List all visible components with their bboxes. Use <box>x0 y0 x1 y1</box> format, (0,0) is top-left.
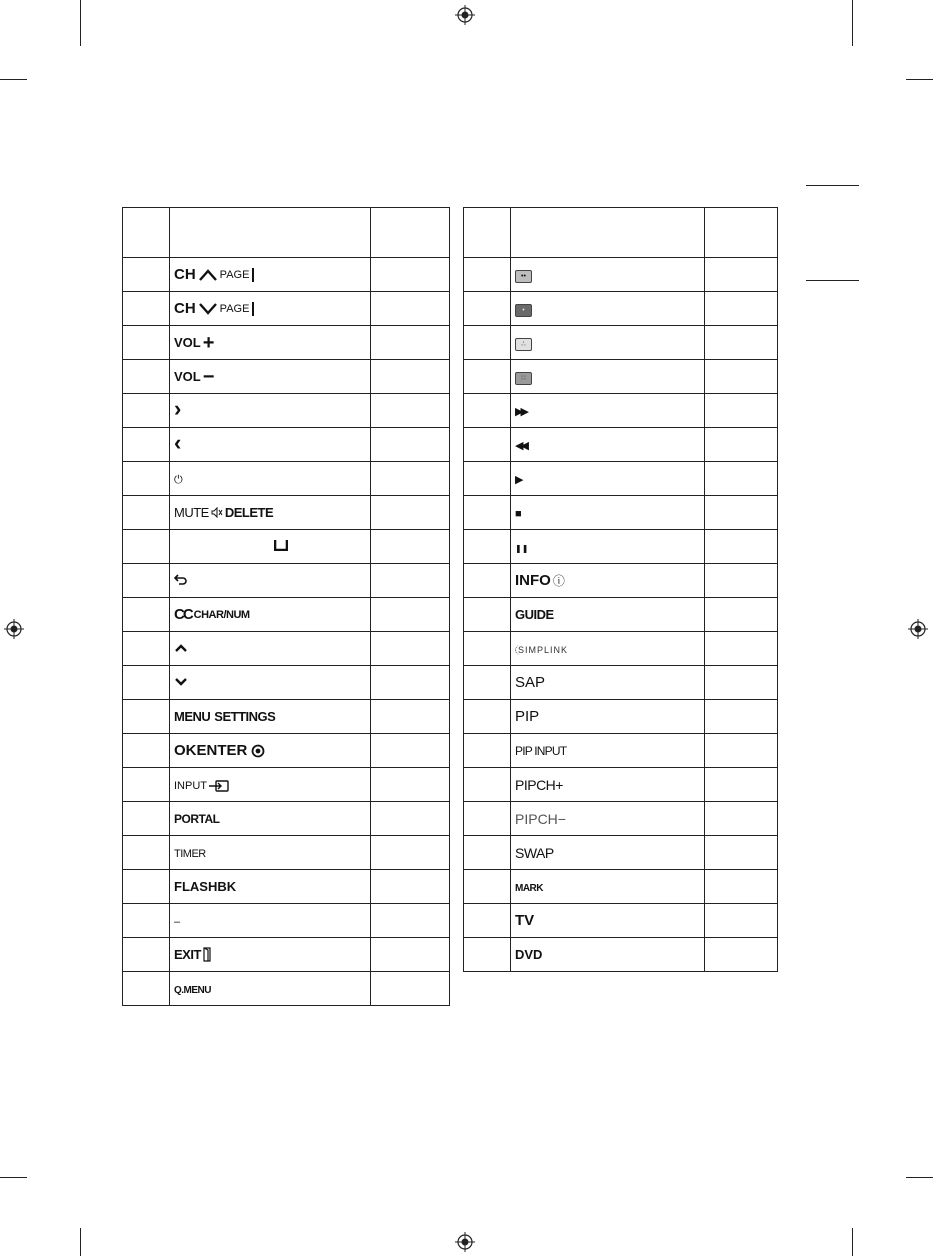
pip-key: PIP <box>515 708 540 725</box>
chevron-up-icon <box>174 643 188 653</box>
table-row <box>123 258 450 292</box>
page-up-marker-icon <box>251 268 255 282</box>
exit-door-icon <box>203 947 211 962</box>
table-row <box>464 802 778 836</box>
table-row <box>464 530 778 564</box>
crop-mark <box>906 1177 933 1178</box>
info-key: INFO ⓘ <box>515 572 565 589</box>
ch-up-key: CH PAGE <box>174 266 255 283</box>
input-key: INPUT <box>174 780 229 792</box>
menu-key: MENU SETTINGS <box>174 709 276 724</box>
red-key-icon: •• <box>515 270 532 283</box>
table-row <box>123 564 450 598</box>
yellow-key-icon: ∴ <box>515 338 532 351</box>
dvd-key: DVD <box>515 947 543 962</box>
table-row <box>464 734 778 768</box>
back-arrow-icon <box>174 573 188 585</box>
play-icon: ▶ <box>515 474 524 486</box>
remote-key-table-right <box>463 207 778 972</box>
exit-key: EXIT <box>174 947 211 962</box>
input-source-icon <box>209 780 229 792</box>
registration-mark-icon <box>455 5 475 25</box>
left-arrow-key: ‹ <box>174 430 182 455</box>
table-row <box>464 360 778 394</box>
crop-mark <box>80 1228 81 1256</box>
table-header-row <box>123 208 450 258</box>
crop-mark <box>852 1228 853 1256</box>
table-row <box>123 428 450 462</box>
table-row <box>464 870 778 904</box>
table-row <box>123 904 450 938</box>
power-key <box>174 474 183 487</box>
qmenu-key: Q.MENU <box>174 985 211 996</box>
tv-key: TV <box>515 912 535 929</box>
crop-mark <box>0 79 27 80</box>
vol-down-key: VOL − <box>174 365 215 388</box>
table-row <box>123 326 450 360</box>
table-row <box>464 462 778 496</box>
space-bar-icon <box>274 540 288 551</box>
table-row <box>464 598 778 632</box>
speaker-mute-icon <box>211 507 223 518</box>
ch-down-key: CH PAGE <box>174 300 255 317</box>
registration-mark-icon <box>4 619 24 639</box>
info-icon: ⓘ <box>552 574 565 588</box>
chevron-down-icon <box>198 303 218 315</box>
portal-key: PORTAL <box>174 812 220 826</box>
pipch-minus-key: PIPCH− <box>515 810 566 827</box>
up-arrow-key <box>174 643 188 653</box>
mark-key: MARK <box>515 883 543 894</box>
cc-key: CC CHAR/NUM <box>174 606 250 623</box>
table-row <box>464 836 778 870</box>
fast-forward-icon: ▶▶ <box>515 406 526 418</box>
pip-input-key: PIP INPUT <box>515 744 567 758</box>
vol-up-key: VOL + <box>174 331 215 354</box>
table-row <box>123 734 450 768</box>
right-arrow-key: › <box>174 396 182 421</box>
page-down-marker-icon <box>251 302 255 316</box>
pipch-plus-key: PIPCH+ <box>515 776 563 793</box>
table-row <box>123 972 450 1006</box>
table-row <box>464 666 778 700</box>
remote-key-table-left <box>122 207 450 1006</box>
sap-key: SAP <box>515 674 546 691</box>
table-row <box>123 292 450 326</box>
flashbk-key: FLASHBK <box>174 879 237 894</box>
table-row <box>464 938 778 972</box>
side-tab-rule <box>806 185 859 186</box>
table-row <box>464 326 778 360</box>
table-row <box>464 292 778 326</box>
table-row <box>123 462 450 496</box>
table-row <box>123 360 450 394</box>
table-row <box>123 632 450 666</box>
table-row <box>464 496 778 530</box>
stop-icon: ■ <box>515 508 522 520</box>
table-row <box>123 768 450 802</box>
table-row <box>464 394 778 428</box>
dash-key: – <box>174 916 181 928</box>
crop-mark <box>0 1177 27 1178</box>
table-row <box>123 496 450 530</box>
timer-key: TIMER <box>174 848 206 860</box>
table-row <box>123 598 450 632</box>
table-row <box>464 428 778 462</box>
power-icon: ⏻ <box>174 473 183 486</box>
table-row <box>464 564 778 598</box>
table-row <box>123 700 450 734</box>
table-row <box>464 258 778 292</box>
table-header-row <box>464 208 778 258</box>
space-key <box>174 540 288 551</box>
table-row <box>123 394 450 428</box>
table-row <box>464 700 778 734</box>
ok-key: OK ENTER <box>174 742 265 759</box>
table-row <box>123 938 450 972</box>
crop-mark <box>852 0 853 46</box>
green-key-icon: • <box>515 304 532 317</box>
rewind-icon: ◀◀ <box>515 440 526 452</box>
enter-circle-icon <box>251 744 265 758</box>
table-row <box>464 768 778 802</box>
crop-mark <box>80 0 81 46</box>
table-row <box>123 666 450 700</box>
mute-key: MUTE DELETE <box>174 505 274 520</box>
pause-icon: ❚❚ <box>515 544 529 553</box>
chevron-down-icon <box>174 677 188 687</box>
table-row <box>123 530 450 564</box>
swap-key: SWAP <box>515 844 554 861</box>
guide-key: GUIDE <box>515 607 554 622</box>
table-row <box>123 836 450 870</box>
table-row <box>123 870 450 904</box>
blue-key-icon: ∷ <box>515 372 532 385</box>
side-tab-rule <box>806 280 859 281</box>
down-arrow-key <box>174 677 188 687</box>
registration-mark-icon <box>908 619 928 639</box>
table-row <box>464 904 778 938</box>
chevron-up-icon <box>198 269 218 281</box>
back-key <box>174 573 188 585</box>
crop-mark <box>906 79 933 80</box>
table-row <box>464 632 778 666</box>
simplink-key: SIMPLINK <box>515 645 568 655</box>
registration-mark-icon <box>455 1232 475 1252</box>
table-row <box>123 802 450 836</box>
